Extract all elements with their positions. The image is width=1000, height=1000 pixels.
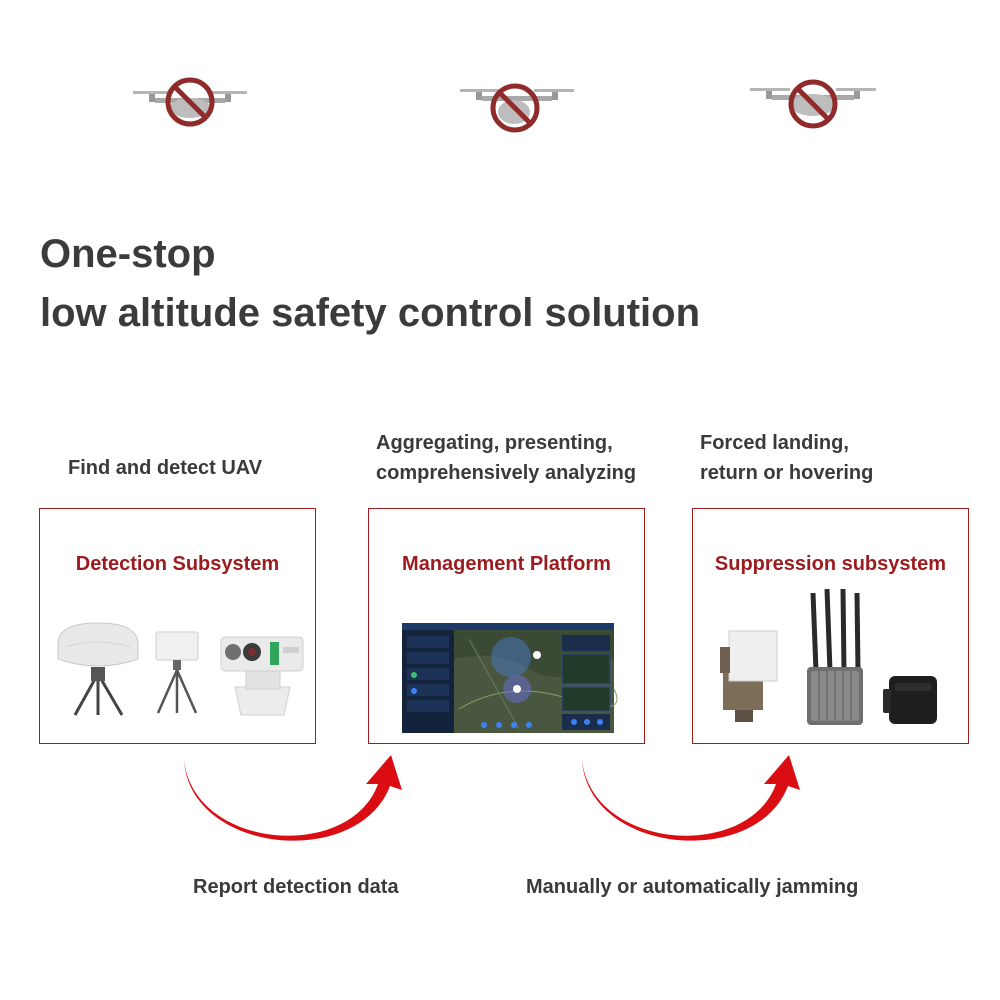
detection-equipment-image (40, 509, 317, 745)
suppression-subsystem-title: Suppression subsystem (714, 553, 947, 575)
suppression-equipment-image (693, 509, 970, 745)
report-flow-arrow (180, 750, 410, 850)
caption-detect: Find and detect UAV (68, 457, 263, 479)
caption-platform-line2: comprehensively analyzing (376, 462, 637, 484)
management-platform-title: Management Platform (402, 553, 611, 575)
report-detection-label: Report detection data (193, 876, 399, 898)
no-drone-icon (748, 60, 878, 140)
detection-subsystem-box (39, 508, 316, 744)
suppression-subsystem-box (692, 508, 969, 744)
jamming-label: Manually or automatically jamming (526, 876, 859, 898)
no-drone-icon (452, 60, 582, 140)
platform-screen-image (369, 509, 646, 745)
page-title-line2: low altitude safety control solution (40, 291, 701, 335)
no-drone-icon (125, 60, 255, 140)
detection-subsystem-title: Detection Subsystem (75, 553, 280, 575)
caption-platform-line1: Aggregating, presenting, (376, 432, 613, 454)
management-platform-box (368, 508, 645, 744)
caption-suppress-line2: return or hovering (700, 462, 874, 484)
caption-suppress-line1: Forced landing, (700, 432, 849, 454)
jamming-flow-arrow (578, 750, 808, 850)
page-title-line1: One-stop (40, 232, 216, 276)
